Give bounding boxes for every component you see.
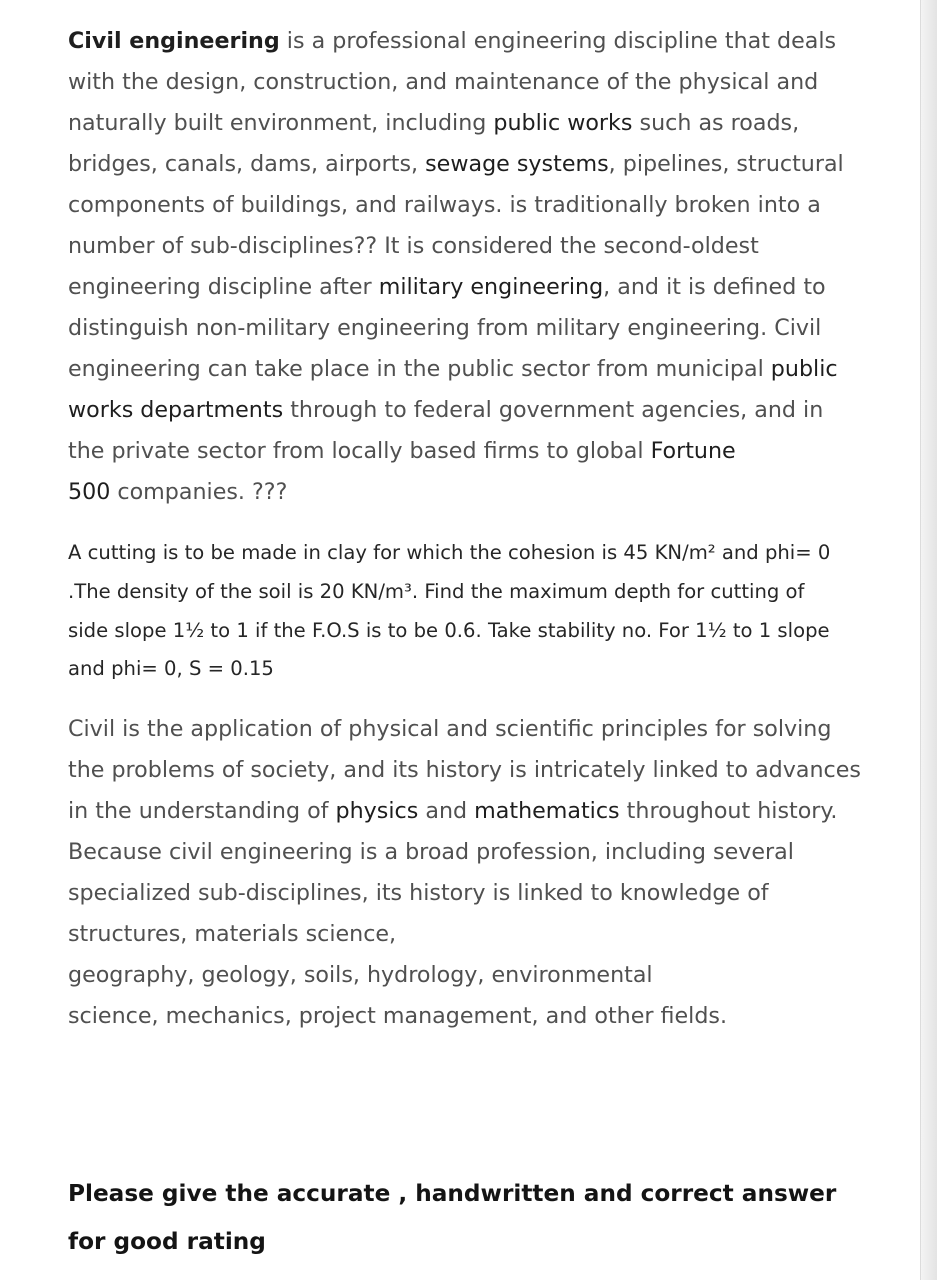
history-line-2: the problems of society, and its history is intricately linked to advances [68,757,861,783]
intro-line-8: distinguish non-military engineering from military engineering. Civil [68,315,822,341]
fortune-500-link[interactable]: 500 [68,479,111,505]
answer-request-note [68,1170,888,1266]
history-line-3: in the understanding of physics and mathematics throughout history. [68,798,838,824]
military-engineering-link[interactable]: military engineering [378,274,604,300]
history-line-1: Civil is the application of physical and scientific principles for solving [68,716,832,742]
intro-line-11: the private sector from locally based firms to global Fortune [68,438,736,464]
history-line-5: specialized sub-disciplines, its history is linked to knowledge of [68,880,769,906]
sewage-systems-link[interactable]: sewage systems [425,151,609,177]
request-line-2: for good rating [68,1228,266,1255]
history-line-4: Because civil engineering is a broad profession, including several [68,839,794,865]
intro-line-10: works departments through to federal government agencies, and in [68,397,824,423]
fortune-link[interactable]: Fortune [650,438,736,464]
public-works-link[interactable]: public works [493,110,633,136]
intro-line-4: bridges, canals, dams, airports, sewage systems, pipelines, structural [68,151,844,177]
intro-line-2: with the design, construction, and maintenance of the physical and [68,69,819,95]
intro-line-3: naturally built environment, including public works such as roads, [68,110,800,136]
intro-line-9: engineering can take place in the public sector from municipal public [68,356,838,382]
page-right-edge-scrollbar[interactable] [920,0,937,1280]
question-line-3: side slope 1½ to 1 if the F.O.S is to be 0.6. Take stability no. For 1½ to 1 slope [68,618,830,642]
intro-line-6: number of sub-disciplines?? It is considered the second-oldest [68,233,759,259]
physics-link[interactable]: physics [335,798,419,824]
civil-engineering-intro-paragraph [68,21,868,513]
public-works-departments-link[interactable]: public [770,356,838,382]
civil-history-paragraph [68,709,868,1037]
history-line-8: science, mechanics, project management, and other fields. [68,1003,728,1029]
intro-line-12: 500 companies. ??? [68,479,288,505]
term-civil-engineering: Civil engineering [68,28,280,54]
intro-line-5: components of buildings, and railways. is traditionally broken into a [68,192,821,218]
works-departments-link[interactable]: works departments [68,397,284,423]
history-line-7: geography, geology, soils, hydrology, environmental [68,962,653,988]
question-line-2: .The density of the soil is 20 KN/m³. Find the maximum depth for cutting of [68,579,805,603]
slope-stability-question [68,534,868,689]
question-line-1: A cutting is to be made in clay for which the cohesion is 45 KN/m² and phi= 0 [68,541,831,564]
mathematics-link[interactable]: mathematics [474,798,620,824]
intro-line-1: Civil engineering is a professional engineering discipline that deals [68,28,837,54]
intro-line-7: engineering discipline after military engineering, and it is defined to [68,274,826,300]
request-line-1: Please give the accurate , handwritten and correct answer [68,1180,837,1207]
question-line-4: and phi= 0, S = 0.15 [68,657,274,681]
history-line-6: structures, materials science, [68,921,397,947]
